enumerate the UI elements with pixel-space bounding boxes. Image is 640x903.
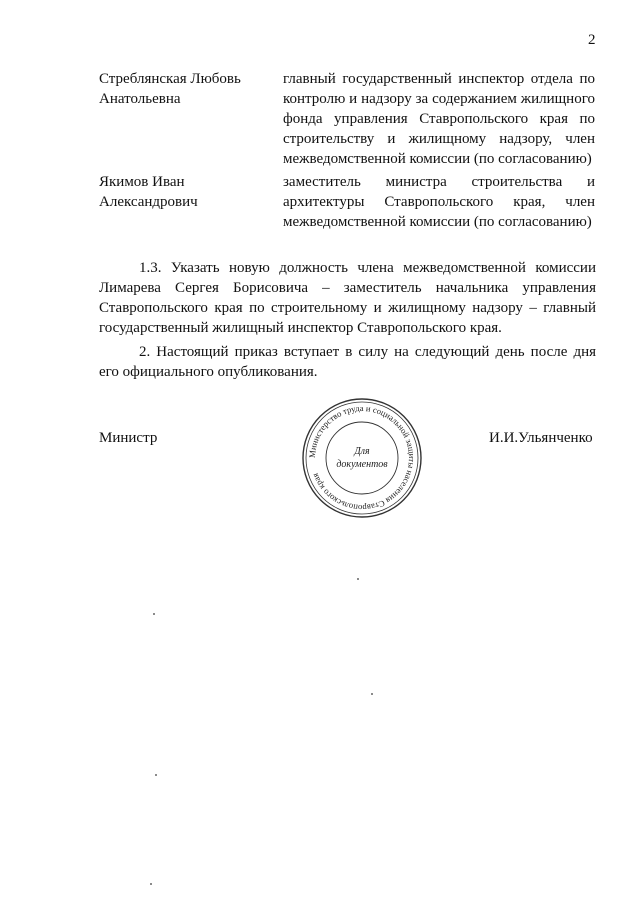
stamp-ring-text: Министерство труда и социальной защиты населения Ставропольского края (306, 402, 418, 514)
signature-title: Министр (99, 430, 158, 446)
paragraph-1-3: 1.3. Указать новую должность члена межведомственной комиссии Лимарева Сергея Борисовича – заместитель начальника управления Ставропольского края по строительному и жилищному надзору – главный государственный жилищный инспектор Ставропольского края. (99, 260, 596, 336)
stamp-center-line-1: Для (354, 446, 370, 457)
member-name: Стреблянская Любовь Анатольевна (99, 71, 241, 107)
stamp-center-line-2: документов (336, 459, 388, 470)
page-number: 2 (588, 32, 596, 48)
member-name: Якимов Иван Александрович (99, 174, 198, 210)
paragraph-2: 2. Настоящий приказ вступает в силу на следующий день после дня его официального опубликования. (99, 344, 596, 380)
official-stamp (300, 396, 424, 520)
signature-name: И.И.Ульянченко (489, 430, 593, 446)
member-position: главный государственный инспектор отдела по контролю и надзору за содержанием жилищного фонда управления Ставропольского края по строительству и жилищному надзору, член межведомственной комиссии (по согласованию) (283, 71, 595, 167)
member-position: заместитель министра строительства и архитектуры Ставропольского края, член межведомственной комиссии (по согласованию) (283, 174, 595, 230)
